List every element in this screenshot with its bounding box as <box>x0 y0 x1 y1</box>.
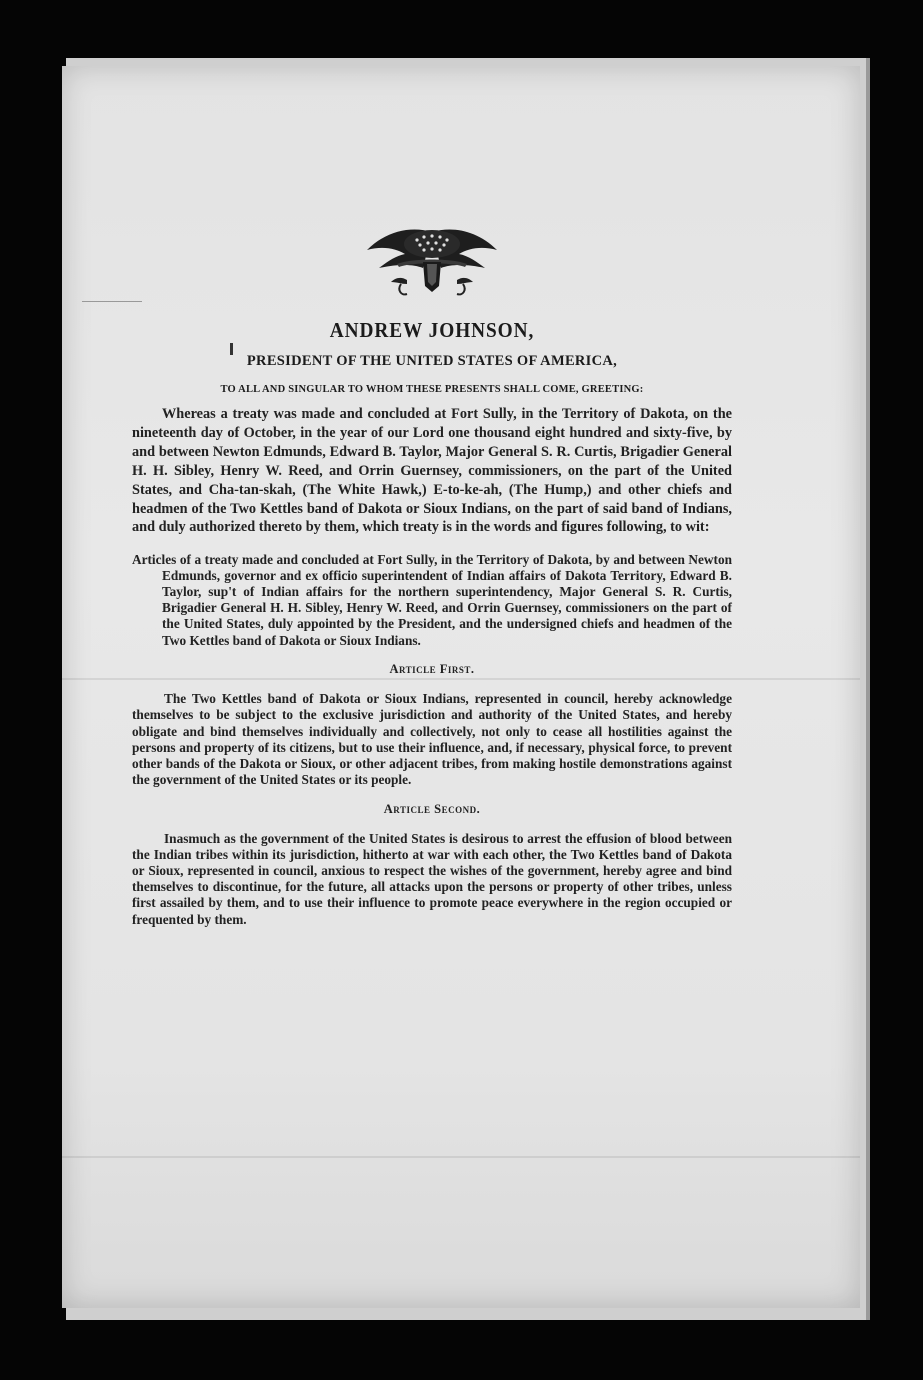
article-second-heading: Article Second. <box>383 801 481 816</box>
eagle-seal-icon <box>357 220 507 300</box>
preamble-paragraph: Whereas a treaty was made and concluded at Fort Sully, in the Territory of Dakota, on the nineteenth day of October, in the year of our Lord one thousand eight hundred and sixty-five, by and between Newton Edmunds, Edward B. Taylor, Major General S. R. Curtis, Brigadier General H. H. Sibley, Henry W. Reed, and Orrin Guernsey, commissioners, on the part of the United States, and Cha-tan-skah, (The White Hawk,) E-to-ke-ah, (The Hump,) and other chiefs and headmen of the Two Kettles band of Dakota or Sioux Indians, on the part of said band of Indians, and duly authorized thereto by them, which treaty is in the words and figures following, to wit: <box>132 406 732 536</box>
document-body <box>132 220 732 941</box>
article-first-text: The Two Kettles band of Dakota or Sioux Indians, represented in council, hereby acknowledge themselves to be subject to the exclusive jurisdiction and authority of the United States, and hereby obligate and bind themselves individually and collectively, not only to cease all hostilities against the persons and property of its citizens, but to use their influence, and, if necessary, physical force, to prevent other bands of the Dakota or Sioux, or other adjacent tribes, from making hostile demonstrations against the government of the United States or its people. <box>132 691 732 788</box>
article-first-heading: Article First. <box>389 662 475 677</box>
greeting-line: TO ALL AND SINGULAR TO WHOM THESE PRESENTS SHALL COME, GREETING: <box>220 384 644 395</box>
issuer-name: ANDREW JOHNSON, <box>329 318 535 342</box>
issuer-title: PRESIDENT OF THE UNITED STATES OF AMERICA, <box>246 353 618 369</box>
article-second-text: Inasmuch as the government of the United States is desirous to arrest the effusion of blood between the Indian tribes within its jurisdiction, hitherto at war with each other, the Two Kettles band of Dakota or Sioux, represented in council, anxious to respect the wishes of the government, hereby agree and bind themselves to discontinue, for the future, all attacks upon the persons or property of other tribes, unless first assailed by them, and to use their influence to promote peace everywhere in the region occupied or frequented by them. <box>132 830 732 927</box>
articles-intro-paragraph: Articles of a treaty made and concluded at Fort Sully, in the Territory of Dakota, by and between Newton Edmunds, governor and ex officio superintendent of Indian affairs of Dakota Territory, Edward B. Taylor, sup't of Indian affairs for the northern superintendency, Major General S. R. Curtis, Brigadier General H. H. Sibley, Henry W. Reed, and Orrin Guernsey, commissioners on the part of the United States, duly appointed by the President, and the undersigned chiefs and headmen of the Two Kettles band of Dakota or Sioux Indians. <box>132 551 732 648</box>
page-fold-line <box>62 1156 860 1158</box>
